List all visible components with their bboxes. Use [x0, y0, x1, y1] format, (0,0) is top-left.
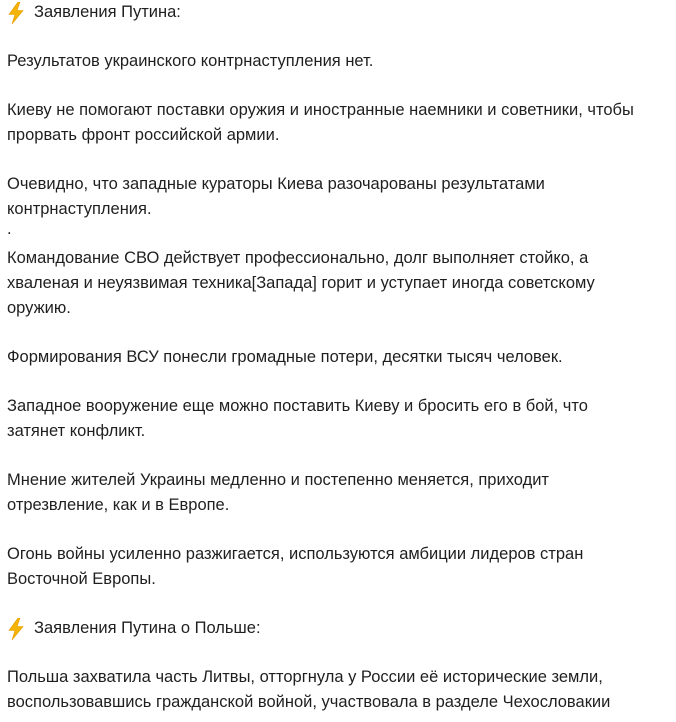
lightning-icon	[7, 2, 25, 24]
paragraph-line: прорвать фронт российской армии.	[7, 126, 280, 144]
post-body	[7, 0, 671, 715]
paragraph-line: Командование СВО действует профессионально, долг выполняет стойко, а	[7, 249, 589, 267]
paragraph-line: воспользовавшись гражданской войной, участвовала в разделе Чехословакии	[7, 693, 611, 711]
lightning-icon	[7, 618, 25, 640]
section-heading-text: Заявления Путина:	[34, 3, 181, 21]
paragraph-line: Польша захватила часть Литвы, отторгнула у России её исторические земли,	[7, 668, 603, 686]
paragraph-line: Западное вооружение еще можно поставить Киеву и бросить его в бой, что	[7, 397, 588, 415]
section-heading-poland	[7, 616, 671, 641]
paragraph-line: Мнение жителей Украины медленно и постепенно меняется, приходит	[7, 471, 549, 489]
paragraph-line: хваленая и неуязвимая техника[Запада] горит и уступает иногда советскому	[7, 274, 595, 292]
separator-dot: .	[7, 220, 12, 238]
paragraph-line: Восточной Европы.	[7, 570, 156, 588]
paragraph-line: контрнаступления.	[7, 200, 152, 218]
paragraph-line: отрезвление, как и в Европе.	[7, 496, 230, 514]
paragraph-line: Очевидно, что западные кураторы Киева разочарованы результатами	[7, 175, 545, 193]
section-heading-putin	[7, 0, 671, 25]
paragraph-line: Киеву не помогают поставки оружия и иностранные наемники и советники, чтобы	[7, 101, 634, 119]
paragraph-line: Результатов украинского контрнаступления нет.	[7, 52, 374, 70]
paragraph-line: оружию.	[7, 299, 71, 317]
paragraph-line: Огонь войны усиленно разжигается, используются амбиции лидеров стран	[7, 545, 584, 563]
paragraph-line: Формирования ВСУ понесли громадные потери, десятки тысяч человек.	[7, 348, 563, 366]
section-heading-text: Заявления Путина о Польше:	[34, 619, 261, 637]
paragraph-line: затянет конфликт.	[7, 422, 146, 440]
